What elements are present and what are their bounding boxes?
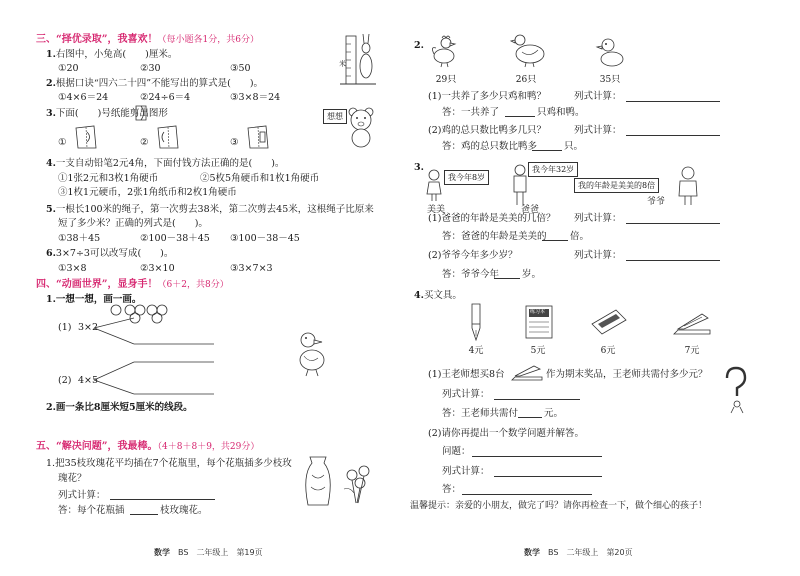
s3-q2	[46, 78, 263, 89]
right-footer-edition: BS	[548, 548, 559, 557]
s3-q4-opt2: ②5枚5角硬币和1枚1角硬币	[200, 173, 320, 184]
s4-q2: 2.画一条比8厘米短5厘米的线段。	[46, 402, 193, 413]
baba-speech-bubble: 我今年32岁	[528, 162, 578, 177]
meimei-girl-picture	[424, 168, 444, 202]
right-footer-page: 第20页	[606, 548, 633, 557]
s3-q2-opt2: ②24÷6＝4	[140, 92, 191, 103]
s3-q5-num: 5.	[46, 204, 56, 215]
r-q2-sub2: (2)鸡的总只数比鸭多几只？	[428, 125, 546, 136]
r-q3-sub1-answer-blank[interactable]	[542, 240, 568, 241]
ruler-unit-label: 米	[339, 60, 346, 68]
left-footer-edition: BS	[178, 548, 189, 557]
r-q2-sub1-calc-label: 列式计算：	[574, 91, 622, 102]
left-footer	[154, 548, 263, 558]
s3-q6-num: 6.	[46, 248, 56, 259]
s3-q2-text: 根据口诀“四六二十四”不能写出的算式是( )。	[55, 78, 264, 89]
s3-q1-opt3: ③50	[230, 63, 251, 74]
r-q2-sub2-answer-label: 答：鸡的总只数比鸭多	[442, 141, 538, 152]
right-footer-grade: 二年级上	[566, 548, 599, 557]
vase-roses-picture	[300, 455, 380, 515]
pen-price: 4元	[468, 346, 484, 356]
s4-expr2-prefix: (2)	[58, 375, 72, 386]
s4-q1: 1.一想一想，画一画。	[46, 294, 142, 305]
r-q4-sub1-calc-label: 列式计算：	[442, 389, 490, 400]
rooster-picture	[430, 34, 464, 68]
s3-q5-opt3: ③100－38－45	[230, 233, 300, 244]
yeye-speech-bubble: 我的年龄是美美的8倍	[574, 178, 659, 193]
s5-calc-label: 列式计算：	[58, 490, 106, 501]
s4-expr2: 4×5	[78, 375, 99, 386]
s3-q3-text: 下面( )号纸能剪出图形	[55, 108, 168, 119]
s3-q1-opt1: ①20	[58, 63, 79, 74]
s3-q5	[46, 204, 374, 215]
s3-q2-opt1: ①4×6＝24	[58, 92, 109, 103]
yeye-grandpa-picture	[676, 166, 700, 206]
section5-points: （4＋8＋8＋9，共29分）	[157, 442, 260, 452]
bear-cartoon-picture	[344, 104, 378, 148]
r-q3-sub2-answer-blank[interactable]	[494, 278, 520, 279]
r-q4-sub1-calc-line[interactable]	[494, 399, 580, 400]
s3-q1-text: 右图中，小兔高( )厘米。	[55, 49, 178, 60]
duckling-count: 35只	[599, 75, 621, 85]
pencil-case-picture	[590, 306, 628, 338]
hen-count: 26只	[515, 75, 537, 85]
s3-q2-num: 2.	[46, 78, 56, 89]
s4-branch-diagram-1	[94, 300, 244, 350]
exercise-book-label: 练习本	[530, 309, 546, 315]
s3-q1-num: 1.	[46, 49, 56, 60]
reminder-note: 温馨提示：亲爱的小朋友，做完了吗？请你再检查一下，做个细心的孩子！	[410, 501, 708, 511]
section4-title	[36, 279, 229, 291]
r-q4-sub2-calc-line[interactable]	[494, 476, 602, 477]
r-q3-sub1-calc-label: 列式计算：	[574, 213, 622, 224]
r-q3-sub2-calc-line[interactable]	[626, 260, 720, 261]
s5-calc-answer-line[interactable]	[110, 499, 215, 500]
left-footer-subject: 数学	[154, 548, 170, 557]
r-q4-sub1-text2: 作为期末奖品，王老师共需付多少元？	[546, 369, 708, 380]
r-q2-sub1-calc-line[interactable]	[626, 101, 720, 102]
s3-q3	[46, 108, 168, 119]
s3-q5-text2: 短了多少米？正确的列式是( )。	[58, 218, 208, 229]
folded-paper-2-icon	[156, 124, 180, 150]
rabbit-ruler-picture	[338, 30, 378, 88]
s3-q6-opt2: ②3×10	[140, 263, 175, 274]
r-q4-sub2-answer-line[interactable]	[462, 494, 592, 495]
r-q3-sub1-answer-unit: 倍。	[570, 231, 590, 242]
s3-q3-num: 3.	[46, 108, 56, 119]
section3-points: （每小题各1分，共6分）	[157, 35, 259, 45]
s3-q1-opt2: ②30	[140, 63, 161, 74]
pencil-case-price: 6元	[600, 346, 616, 356]
r-q3-sub1-answer-label: 答：爸爸的年龄是美美的	[442, 231, 547, 242]
right-page	[400, 0, 800, 576]
s3-q6-opt3: ③3×7×3	[230, 263, 273, 274]
r-q4-num: 4.	[414, 290, 424, 301]
s5-q1-text: 1.把35枝玫瑰花平均插在7个花瓶里，每个花瓶插多少枝玫	[46, 458, 292, 469]
s3-q2-opt3: ③3×8＝24	[230, 92, 281, 103]
r-q3-sub2: (2)爷爷今年多少岁？	[428, 250, 518, 261]
r-q4-title-text: 买文具。	[423, 290, 462, 301]
r-q4-title	[414, 290, 462, 301]
r-q4-sub2-calc-label: 列式计算：	[442, 466, 490, 477]
duckling-picture	[596, 36, 626, 68]
meimei-name: 美美	[426, 205, 445, 215]
s3-q3-opt1: ①	[58, 137, 67, 148]
s3-q6-opt1: ①3×8	[58, 263, 87, 274]
section3-title-text: 三、“择优录取”，我喜欢！	[36, 34, 158, 45]
section4-title-text: 四、“动画世界”，显身手！	[36, 279, 158, 290]
s3-q5-opt1: ①38＋45	[58, 233, 101, 244]
r-q3-sub1-calc-line[interactable]	[626, 223, 720, 224]
r-q2-sub1-answer-unit: 只鸡和鸭。	[537, 107, 585, 118]
r-q4-problem-line[interactable]	[472, 456, 602, 457]
s5-q1-text2: 瑰花？	[58, 473, 87, 484]
r-q3-num: 3.	[414, 162, 424, 173]
meimei-speech-bubble: 我今年8岁	[444, 170, 489, 185]
s3-q6-text: 3×7÷3可以改写成( )。	[55, 248, 174, 259]
section3-title	[36, 34, 259, 46]
section5-title	[36, 441, 259, 453]
r-q2-sub2-answer-blank[interactable]	[532, 150, 562, 151]
r-q3-sub1: (1)爸爸的年龄是美美的几倍？	[428, 213, 556, 224]
r-q4-sub1-answer-blank[interactable]	[518, 417, 542, 418]
duck-cartoon-picture	[292, 330, 332, 380]
r-q3-sub2-answer-label: 答：爷爷今年	[442, 269, 500, 280]
r-q4-sub1-answer-label: 答：王老师共需付	[442, 408, 519, 419]
hen-picture	[508, 32, 548, 68]
s5-answer-unit: 枝玫瑰花。	[160, 505, 208, 516]
s5-answer-label: 答：每个花瓶插	[58, 505, 125, 516]
stapler-small-icon	[510, 364, 544, 382]
r-q4-sub1-answer-unit: 元。	[544, 408, 564, 419]
baba-name: 爸爸	[520, 205, 539, 215]
r-q3-sub2-answer-unit: 岁。	[522, 269, 542, 280]
r-q3-sub2-calc-label: 列式计算：	[574, 250, 622, 261]
think-bubble: 想想	[323, 109, 347, 124]
s3-q4-opt1: ①1张2元和3枚1角硬币	[58, 173, 159, 184]
folded-paper-3-icon	[246, 124, 270, 150]
baba-man-picture	[510, 164, 530, 206]
s3-q3-opt2: ②	[140, 137, 149, 148]
s3-q5-opt2: ②100－38＋45	[140, 233, 210, 244]
s3-q6	[46, 248, 173, 259]
target-shape-icon	[134, 104, 148, 122]
rooster-count: 29只	[435, 75, 457, 85]
s3-q1	[46, 49, 177, 60]
r-q2-num: 2.	[414, 40, 424, 51]
r-q2-sub1-answer-blank[interactable]	[505, 116, 535, 117]
right-footer	[524, 548, 633, 558]
section5-title-text: 五、“解决问题”，我最棒。	[36, 441, 158, 452]
fountain-pen-picture	[464, 302, 488, 342]
r-q2-sub1: (1)一共养了多少只鸡和鸭？	[428, 91, 546, 102]
yeye-name: 爷爷	[646, 197, 665, 207]
s3-q4-opt3: ③1枚1元硬币，2张1角纸币和2枚1角硬币	[58, 187, 237, 198]
r-q4-sub1-text: (1)王老师想买8台	[428, 369, 505, 380]
question-mark-cartoon-picture	[722, 366, 748, 414]
s3-q4	[46, 158, 284, 169]
r-q4-problem-label: 问题：	[442, 446, 471, 457]
s3-q3-opt3: ③	[230, 137, 239, 148]
r-q2-sub2-calc-label: 列式计算：	[574, 125, 622, 136]
book-price: 5元	[530, 346, 546, 356]
s3-q5-text: 一根长100米的绳子，第一次剪去38米，第二次剪去45米，这根绳子比原来	[55, 204, 374, 215]
r-q2-sub2-calc-line[interactable]	[626, 135, 720, 136]
right-footer-subject: 数学	[524, 548, 540, 557]
s4-expr1: 3×2	[78, 322, 99, 333]
s4-expr1-prefix: (1)	[58, 322, 72, 333]
s4-branch-diagram-2	[94, 358, 244, 398]
r-q2-sub1-answer-label: 答：一共养了	[442, 107, 500, 118]
r-q4-sub2-answer-label: 答：	[442, 484, 462, 495]
s3-q4-num: 4.	[46, 158, 56, 169]
stapler-price: 7元	[684, 346, 700, 356]
s3-q4-text: 一支自动铅笔2元4角，下面付钱方法正确的是( )。	[55, 158, 285, 169]
s5-answer-blank[interactable]	[130, 514, 158, 515]
r-q4-sub2: (2)请你再提出一个数学问题并解答。	[428, 428, 584, 439]
folded-paper-1-icon	[74, 124, 98, 150]
section4-points: （6＋2，共8分）	[157, 280, 229, 290]
left-footer-page: 第19页	[236, 548, 263, 557]
left-footer-grade: 二年级上	[196, 548, 229, 557]
stapler-picture	[672, 312, 712, 338]
r-q2-sub2-answer-unit: 只。	[564, 141, 584, 152]
